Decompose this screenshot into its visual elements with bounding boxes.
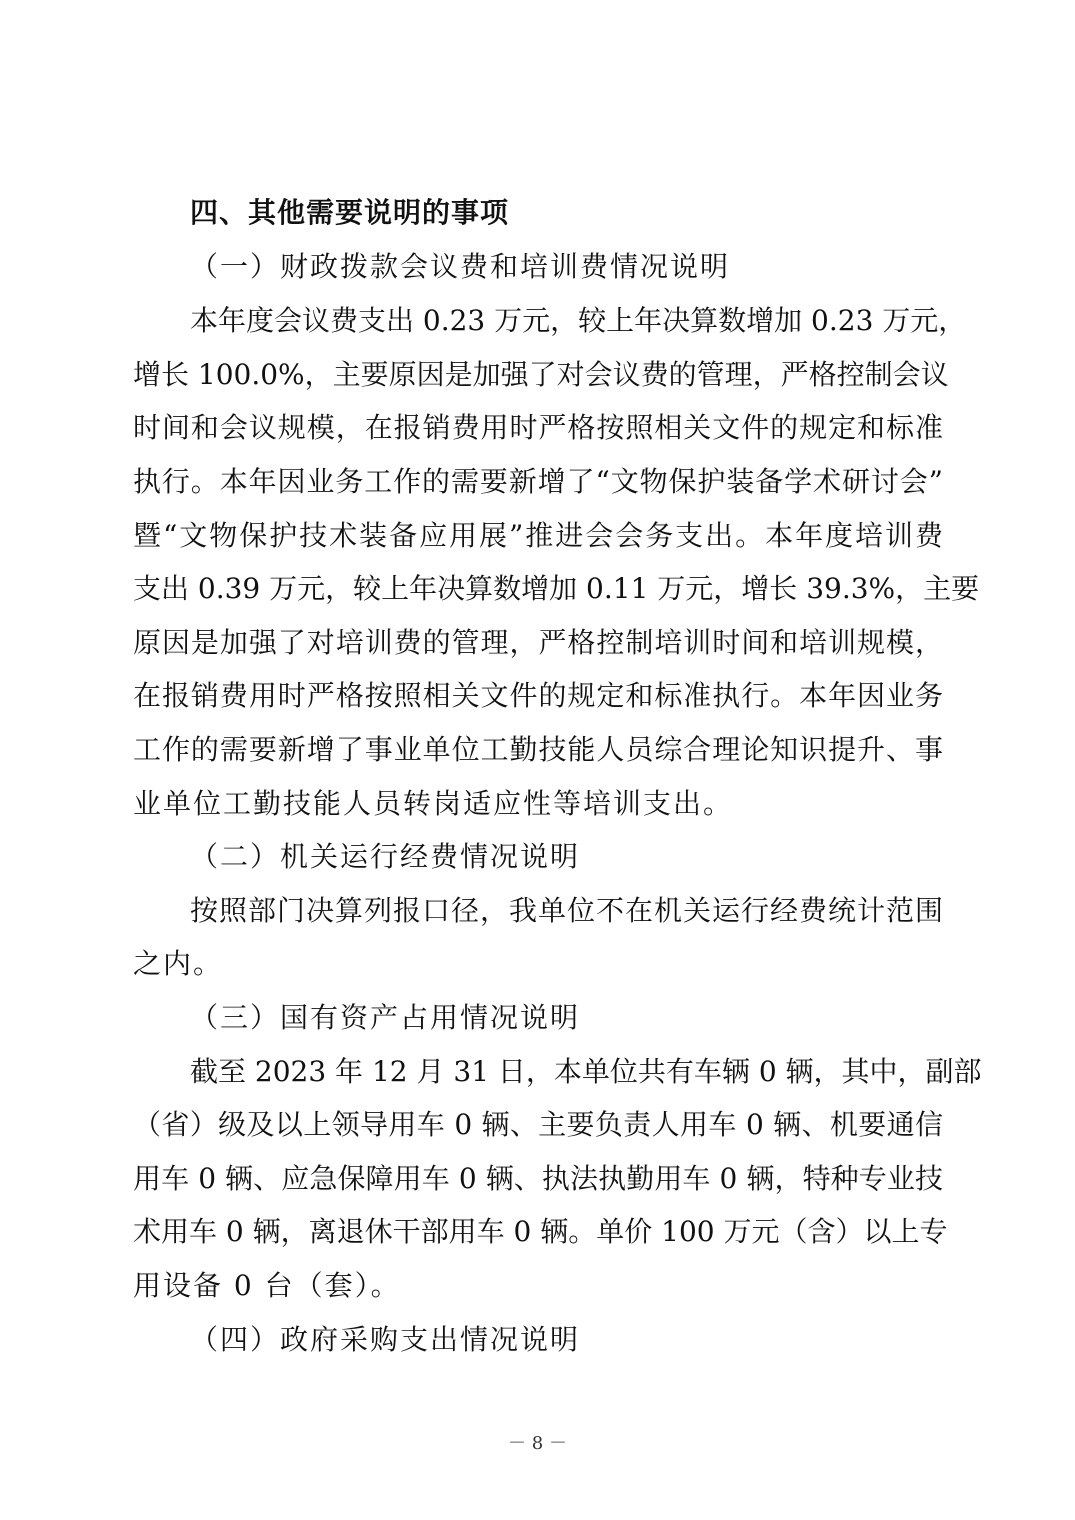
paragraph-line: 工作的需要新增了事业单位工勤技能人员综合理论知识提升、事 — [133, 733, 943, 766]
paragraph-line: 用车 0 辆、应急保障用车 0 辆、执法执勤用车 0 辆，特种专业技 — [133, 1162, 943, 1195]
section-heading: 四、其他需要说明的事项 — [190, 196, 510, 229]
paragraph-line: （省）级及以上领导用车 0 辆、主要负责人用车 0 辆、机要通信 — [133, 1108, 943, 1141]
page-number: － 8 － — [508, 1433, 567, 1454]
paragraph-line: 在报销费用时严格按照相关文件的规定和标准执行。本年因业务 — [133, 679, 943, 712]
subsection-title-procurement: （四）政府采购支出情况说明 — [190, 1323, 581, 1356]
paragraph-line: 增长 100.0%，主要原因是加强了对会议费的管理，严格控制会议 — [133, 358, 949, 391]
paragraph-line: 时间和会议规模，在报销费用时严格按照相关文件的规定和标准 — [133, 411, 943, 444]
paragraph-line: 之内。 — [133, 947, 224, 980]
paragraph-line: 原因是加强了对培训费的管理，严格控制培训时间和培训规模， — [133, 626, 943, 659]
paragraph-line: 截至 2023 年 12 月 31 日，本单位共有车辆 0 辆，其中，副部 — [190, 1055, 982, 1088]
subsection-title-operating-costs: （二）机关运行经费情况说明 — [190, 840, 581, 873]
paragraph-line: 按照部门决算列报口径，我单位不在机关运行经费统计范围 — [190, 894, 943, 927]
subsection-title-state-assets: （三）国有资产占用情况说明 — [190, 1001, 581, 1034]
paragraph-line: 执行。本年因业务工作的需要新增了“文物保护装备学术研讨会” — [133, 465, 943, 498]
paragraph-line: 术用车 0 辆，离退休干部用车 0 辆。单价 100 万元（含）以上专 — [133, 1215, 948, 1248]
paragraph-line: 业单位工勤技能人员转岗适应性等培训支出。 — [133, 787, 734, 820]
paragraph-line: 暨“文物保护技术装备应用展”推进会会务支出。本年度培训费 — [133, 519, 943, 552]
paragraph-line: 本年度会议费支出 0.23 万元，较上年决算数增加 0.23 万元， — [190, 304, 967, 337]
paragraph-line: 用设备 0 台（套）。 — [133, 1269, 401, 1302]
subsection-title-meeting-training: （一）财政拨款会议费和培训费情况说明 — [190, 250, 731, 283]
paragraph-line: 支出 0.39 万元，较上年决算数增加 0.11 万元，增长 39.3%，主要 — [133, 572, 980, 605]
